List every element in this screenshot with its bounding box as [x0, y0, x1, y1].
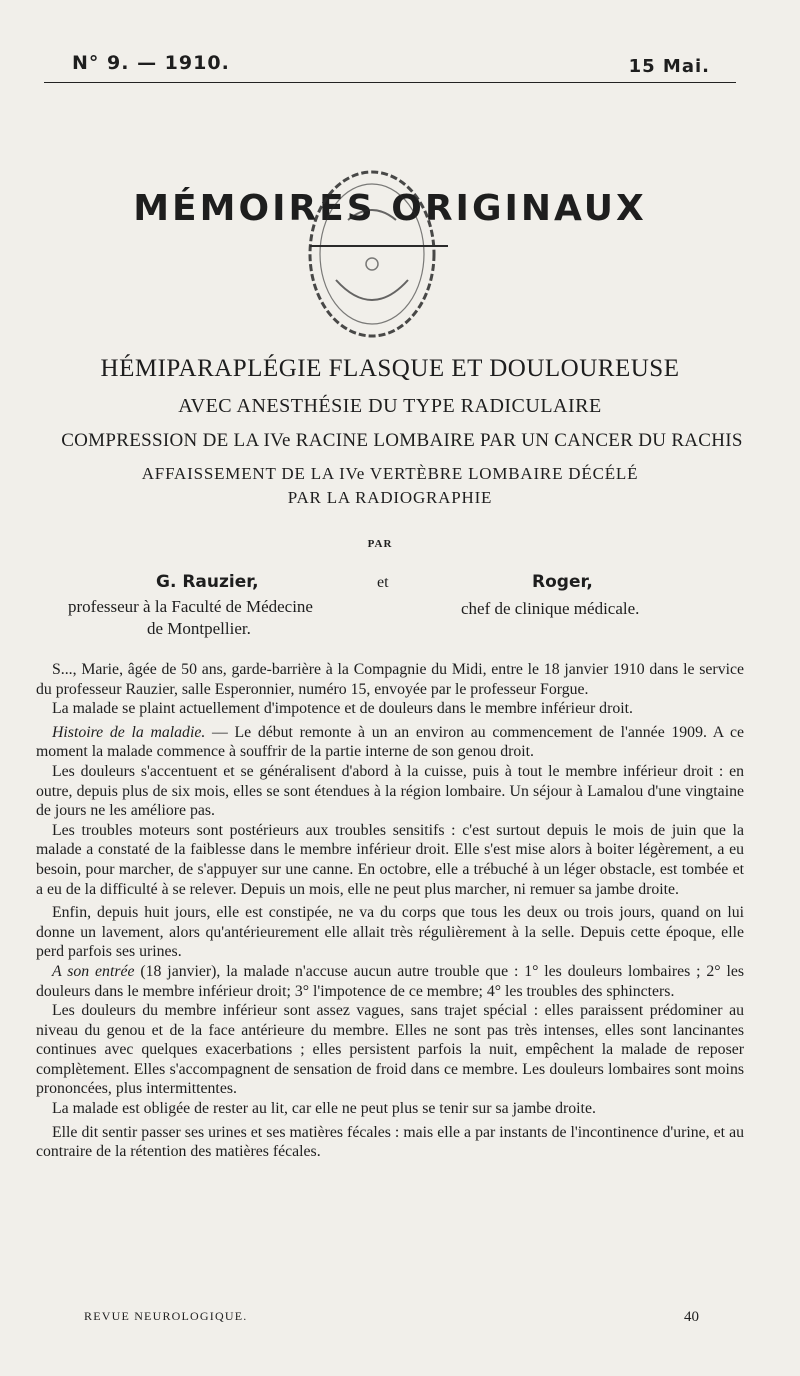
paragraph	[36, 723, 744, 762]
paragraph	[36, 962, 744, 1001]
paragraph: La malade se plaint actuellement d'impotence et de douleurs dans le membre inférieur droit.	[52, 700, 633, 718]
paragraph: Les douleurs du membre inférieur sont assez vagues, sans trajet spécial : elles paraissent prédominer au niveau du genou et de la face antérieure du membre. Elles ne sont pas très intenses, elles sont lancinantes continues avec quelques exacerbations ; elles persistent parfois la nuit, empêchent la malade de reposer complètement. Elles s'accompagnent de sensation de froid dans ce membre. Les douleurs lombaires sont moins prononcées, plus intermittentes.	[36, 1002, 744, 1098]
library-stamp-icon	[296, 160, 448, 348]
journal-name: REVUE NEUROLOGIQUE.	[84, 1309, 248, 1323]
page-number: 40	[684, 1309, 699, 1325]
article-subtitle-3: AFFAISSEMENT DE LA IVe VERTÈBRE LOMBAIRE DÉCÉLÉ	[141, 464, 639, 483]
article-subtitle-2: COMPRESSION DE LA IVe RACINE LOMBAIRE PAR UN CANCER DU RACHIS	[61, 430, 743, 451]
paragraph: Enfin, depuis huit jours, elle est constipée, ne va du corps que tous les deux ou trois jours, quand on lui donne un lavement, alors qu'antérieurement elle allait très régulièrement à la selle. Depuis cette époque, elle perd parfois ses urines.	[36, 904, 744, 961]
byline-par: PAR	[367, 538, 393, 550]
author-name-2: Roger,	[532, 572, 593, 592]
article-title: HÉMIPARAPLÉGIE FLASQUE ET DOULOUREUSE	[100, 355, 680, 382]
paragraph: La malade est obligée de rester au lit, car elle ne peut plus se tenir sur sa jambe droite.	[52, 1100, 596, 1118]
author-affiliation-1: professeur à la Faculté de Médecine	[68, 597, 313, 616]
author-affiliation-2: chef de clinique médicale.	[461, 599, 640, 618]
paragraph-label: A son entrée	[52, 962, 135, 980]
section-title: MÉMOIRES ORIGINAUX	[133, 188, 647, 229]
paragraph-text: (18 janvier), la malade n'accuse aucun autre trouble que : 1° les douleurs lombaires ; 2° les douleurs dans le membre inférieur droit; 3° l'impotence de ce membre; 4° les troubles des sphincters.	[36, 962, 744, 1000]
article-body	[36, 660, 744, 1162]
article-subtitle-4: PAR LA RADIOGRAPHIE	[287, 488, 493, 507]
issue-date: 15 Mai.	[628, 56, 710, 77]
article-subtitle: AVEC ANESTHÉSIE DU TYPE RADICULAIRE	[178, 395, 602, 417]
author-affiliation-1-cont: de Montpellier.	[147, 619, 251, 638]
author-name-1: G. Rauzier,	[156, 572, 259, 592]
issue-number: N° 9. — 1910.	[72, 52, 230, 74]
paragraph-label: Histoire de la maladie.	[52, 723, 206, 741]
paragraph: S..., Marie, âgée de 50 ans, garde-barrière à la Compagnie du Midi, entre le 18 janvier 1910 dans le service du professeur Rauzier, salle Esperonnier, numéro 15, envoyée par le professeur Forgue.	[36, 661, 744, 698]
author-conjunction: et	[377, 574, 389, 591]
header-rule	[44, 82, 736, 83]
paragraph: Elle dit sentir passer ses urines et ses matières fécales : mais elle a par instants de l'incontinence d'urine, et au contraire de la rétention des matières fécales.	[36, 1123, 744, 1161]
paragraph-text: — Le début remonte à un an environ au commencement de l'année 1909. A ce moment la malade commence à souffrir de la partie interne de son genou droit.	[36, 723, 744, 761]
paragraph: Les troubles moteurs sont postérieurs aux troubles sensitifs : c'est surtout depuis le mois de juin que la malade a constaté de la faiblesse dans le membre inférieur droit. Elle s'est mise alors à boiter légèrement, a eu besoin, pour marcher, de s'appuyer sur une canne. En octobre, elle a trébuché à un léger obstacle, est tombée et a eu de la difficulté à se relever. Depuis un mois, elle ne peut plus marcher, ni remuer sa jambe droite.	[36, 821, 744, 898]
paragraph: Les douleurs s'accentuent et se généralisent d'abord à la cuisse, puis à tout le membre inférieur droit : en outre, depuis plus de six mois, elles se sont étendues à la région lombaire. Un séjour à Lamalou d'une vingtaine de jours ne les améliore pas.	[36, 762, 744, 820]
